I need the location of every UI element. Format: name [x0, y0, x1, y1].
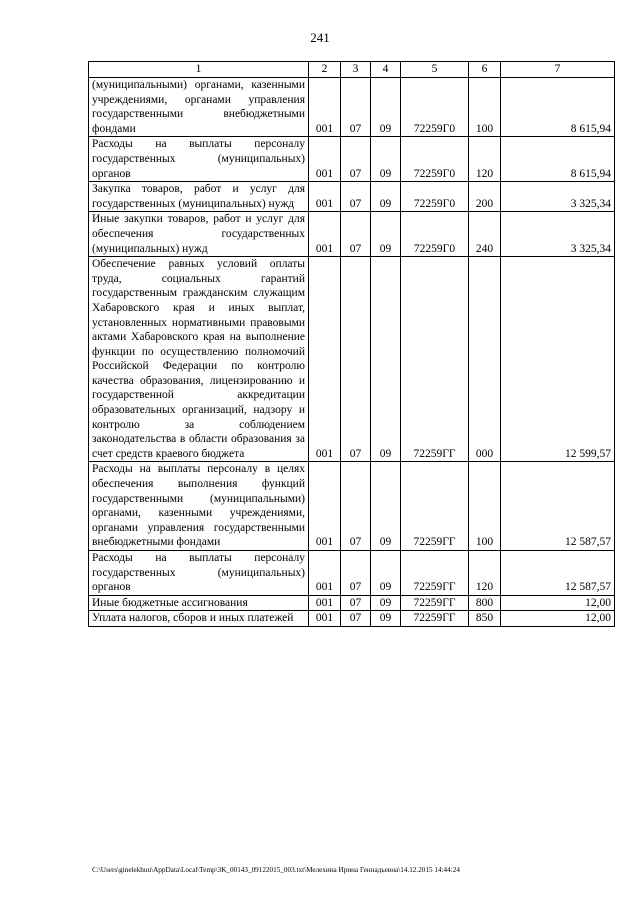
row-amount: 8 615,94: [501, 78, 615, 137]
row-amount: 12,00: [501, 595, 615, 611]
row-amount: 12 587,57: [501, 551, 615, 596]
row-code-6: 800: [469, 595, 501, 611]
row-code-3: 07: [341, 595, 371, 611]
row-code-6: 200: [469, 182, 501, 212]
row-amount: 3 325,34: [501, 212, 615, 257]
row-name: Уплата налогов, сборов и иных платежей: [89, 611, 309, 627]
row-code-2: 001: [309, 551, 341, 596]
row-name: Расходы на выплаты персоналу в целях обеспечения выполнения функций государственными (муниципальными) органами, казенными учреждениями, органами управления государственными внебюджетными фондами: [89, 462, 309, 551]
row-code-5: 72259Г0: [401, 137, 469, 182]
row-code-4: 09: [371, 78, 401, 137]
row-code-2: 001: [309, 462, 341, 551]
row-code-3: 07: [341, 611, 371, 627]
row-code-6: 240: [469, 212, 501, 257]
row-code-6: 100: [469, 462, 501, 551]
row-name: Закупка товаров, работ и услуг для государственных (муниципальных) нужд: [89, 182, 309, 212]
row-code-4: 09: [371, 257, 401, 462]
row-code-6: 000: [469, 257, 501, 462]
row-code-3: 07: [341, 182, 371, 212]
header-cell: 5: [401, 62, 469, 78]
row-amount: 12 587,57: [501, 462, 615, 551]
row-name: Расходы на выплаты персоналу государственных (муниципальных) органов: [89, 137, 309, 182]
row-code-2: 001: [309, 212, 341, 257]
table-row: [89, 137, 615, 182]
row-code-6: 120: [469, 137, 501, 182]
row-amount: 8 615,94: [501, 137, 615, 182]
row-code-4: 09: [371, 182, 401, 212]
row-code-5: 72259Г0: [401, 182, 469, 212]
row-code-2: 001: [309, 611, 341, 627]
table-row: [89, 78, 615, 137]
row-code-2: 001: [309, 595, 341, 611]
row-code-2: 001: [309, 257, 341, 462]
header-cell: 4: [371, 62, 401, 78]
row-code-6: 120: [469, 551, 501, 596]
page-number: 241: [310, 30, 330, 45]
row-code-5: 72259ГГ: [401, 462, 469, 551]
row-code-4: 09: [371, 551, 401, 596]
row-name: Иные бюджетные ассигнования: [89, 595, 309, 611]
header-cell: 3: [341, 62, 371, 78]
row-code-3: 07: [341, 551, 371, 596]
row-name: Иные закупки товаров, работ и услуг для обеспечения государственных (муниципальных) нужд: [89, 212, 309, 257]
row-code-5: 72259ГГ: [401, 551, 469, 596]
row-code-4: 09: [371, 595, 401, 611]
header-cell: 7: [501, 62, 615, 78]
row-code-3: 07: [341, 212, 371, 257]
row-code-6: 100: [469, 78, 501, 137]
header-cell: 6: [469, 62, 501, 78]
table-row: [89, 611, 615, 627]
row-code-2: 001: [309, 137, 341, 182]
row-code-4: 09: [371, 611, 401, 627]
row-code-6: 850: [469, 611, 501, 627]
table-row: [89, 182, 615, 212]
table-row: [89, 595, 615, 611]
row-amount: 3 325,34: [501, 182, 615, 212]
table-row: [89, 257, 615, 462]
row-name: Расходы на выплаты персоналу государственных (муниципальных) органов: [89, 551, 309, 596]
row-code-4: 09: [371, 462, 401, 551]
row-code-2: 001: [309, 78, 341, 137]
row-code-5: 72259Г0: [401, 78, 469, 137]
budget-table: [88, 61, 615, 627]
row-code-5: 72259ГГ: [401, 595, 469, 611]
row-code-5: 72259ГГ: [401, 257, 469, 462]
row-amount: 12 599,57: [501, 257, 615, 462]
file-path-footer: C:\Users\ginelekhuu\AppData\Local\Temp\3K_00143_09122015_003.txt\Мелехина Ирина Геннадьевна\14.12.2015 14:44:24: [92, 866, 460, 874]
row-name: (муниципальными) органами, казенными учреждениями, органами управления государственными внебюджетными фондами: [89, 78, 309, 137]
header-row: [89, 62, 615, 78]
table-row: [89, 462, 615, 551]
row-code-3: 07: [341, 78, 371, 137]
table-row: [89, 551, 615, 596]
row-code-3: 07: [341, 137, 371, 182]
row-name: Обеспечение равных условий оплаты труда, социальных гарантий государственным гражданским служащим Хабаровского края и иных выплат, установленных нормативными правовыми актами Хабаровского края на выполнение функции по осуществлению полномочий Российской Федерации по контролю качества образования, лицензированию и государственной аккредитации образовательных организаций, надзору и контролю за соблюдением законодательства в области образования за счет средств краевого бюджета: [89, 257, 309, 462]
row-code-4: 09: [371, 212, 401, 257]
row-code-4: 09: [371, 137, 401, 182]
row-code-2: 001: [309, 182, 341, 212]
row-code-3: 07: [341, 462, 371, 551]
row-amount: 12,00: [501, 611, 615, 627]
header-cell: 1: [89, 62, 309, 78]
row-code-3: 07: [341, 257, 371, 462]
row-code-5: 72259Г0: [401, 212, 469, 257]
table-row: [89, 212, 615, 257]
row-code-5: 72259ГГ: [401, 611, 469, 627]
header-cell: 2: [309, 62, 341, 78]
